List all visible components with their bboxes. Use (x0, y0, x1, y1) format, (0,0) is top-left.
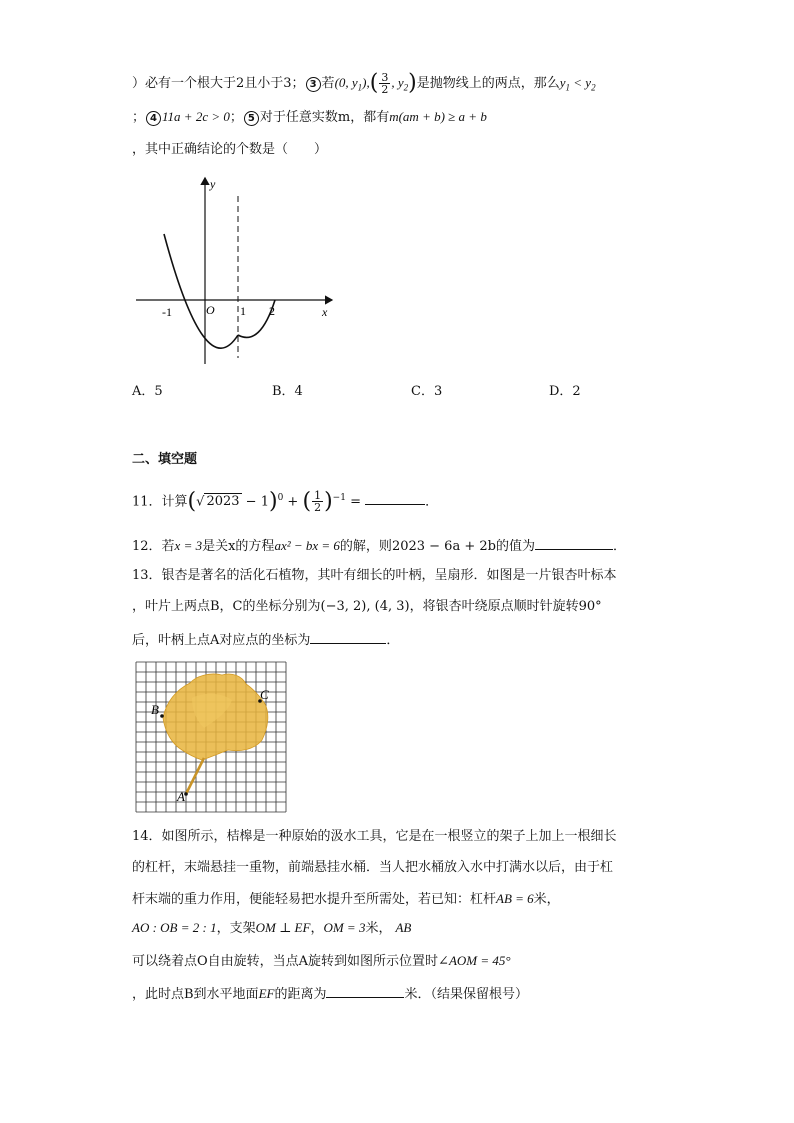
inequality-4: 11a + 2c > 0 (162, 109, 230, 124)
exponent-zero: 0 (277, 493, 284, 503)
q12-equation-x: x = 3 (174, 538, 203, 553)
point-b (160, 714, 164, 718)
q12-text: 的解，则 (339, 539, 392, 554)
q14-line1: 14．如图所示，桔槔是一种原始的汲水工具，它是在一根竖立的架子上加上一根细长 (132, 829, 617, 844)
option-c[interactable]: C．3 (411, 384, 443, 399)
circled-number-3: 3 (306, 77, 321, 92)
q14-perpendicular: OM ⊥ EF (255, 920, 311, 935)
y-comparison: $y_1 < y_2$ (559, 75, 596, 93)
q13-line1: 13．银杏是著名的活化石植物，其叶有细长的叶柄，呈扇形．如图是一片银杏叶标本 (132, 568, 617, 583)
ginkgo-stem (186, 758, 204, 794)
q13-line3 (132, 629, 399, 651)
q14-text: 米．（结果保留根号） (404, 987, 528, 1002)
q10-text: ； (132, 110, 146, 125)
q14-text: 的距离为 (274, 987, 327, 1002)
label-a: A (177, 789, 185, 804)
q14-om-length: OM = 3 (323, 920, 366, 935)
q10-text: ）必有一个根大于2且小于3； (132, 76, 305, 91)
q14-text: ，支架 (216, 921, 256, 936)
q11-line (132, 488, 438, 513)
q12-text: 的值为 (495, 539, 535, 554)
exponent-neg1: −1 (332, 493, 346, 503)
q10-line3: ，其中正确结论的个数是（ ） (132, 142, 328, 157)
q14-answer-blank[interactable] (326, 983, 404, 998)
q13-line2 (132, 597, 602, 617)
q11-text: + (283, 494, 303, 510)
q14-lever-length: AB = 6 (496, 891, 534, 906)
q13-text: ，将银杏叶绕原点顺时针旋转 (409, 599, 579, 614)
point-1: (0, $y_1$), (334, 75, 370, 93)
q12-text: 12．若 (132, 539, 175, 554)
paren-close: ) (324, 488, 333, 514)
origin-label: O (206, 303, 215, 317)
q13-text: ． (386, 633, 400, 648)
q14-text: 米， (365, 921, 392, 936)
q14-ab: AB (395, 920, 412, 935)
paren-close: ) (268, 488, 278, 514)
q14-text: 米， (533, 892, 560, 907)
q10-text: 若 (321, 76, 335, 91)
q11-answer-blank[interactable] (365, 490, 425, 505)
q12-text: 是关x的方程 (202, 539, 275, 554)
label-c: C (260, 687, 269, 702)
q14-line6 (132, 983, 528, 1005)
paren-close: ) (408, 70, 417, 96)
circled-number-5: 5 (244, 111, 259, 126)
tick-label-1: 1 (240, 304, 246, 318)
q12-line (132, 535, 626, 557)
q11-text: = (345, 494, 366, 510)
paren-open: ( (369, 70, 379, 96)
label-b: B (151, 702, 159, 717)
q10-text: 是抛物线上的两点，那么 (416, 76, 560, 91)
parabola-graph (130, 172, 340, 372)
ginkgo-grid-figure (132, 658, 290, 816)
q14-text: 可以绕着点O自由旋转，当点A旋转到如图所示位置时 (132, 954, 439, 969)
q12-expression: 2023 − 6a + 2b (391, 539, 496, 554)
fraction-3-2: $\frac{3}{2}$ (381, 71, 389, 96)
q11-text: ． (425, 494, 439, 510)
q12-text: ． (612, 539, 626, 554)
fraction-1-2: $\frac{1}{2}$ (314, 489, 322, 515)
q14-ef: EF (258, 986, 275, 1001)
paren-open: ( (302, 488, 312, 514)
parabola-curve (164, 234, 275, 348)
circled-number-4: 4 (146, 111, 161, 126)
q10-line1 (132, 72, 596, 98)
sqrt-expression: √ 2023 (196, 494, 240, 510)
q11-text: − 1 (241, 494, 269, 510)
option-a[interactable]: A．5 (132, 384, 163, 399)
paren-open: ( (187, 488, 197, 514)
q14-line4 (132, 918, 411, 939)
q13-text: ，叶片上两点B，C的坐标分别为 (132, 599, 321, 614)
q14-text: ，此时点B到水平地面 (132, 987, 259, 1002)
q14-ratio: AO : OB = 2 : 1 (132, 920, 217, 935)
x-axis-label: x (322, 305, 328, 319)
q10-line2 (132, 107, 487, 128)
option-b[interactable]: B．4 (272, 384, 303, 399)
option-d[interactable]: D．2 (549, 384, 581, 399)
tick-label-minus-1: -1 (162, 305, 172, 319)
q10-text: ； (229, 110, 243, 125)
q13-coordinates: (−3, 2), (4, 3) (320, 599, 410, 614)
q13-answer-blank[interactable] (310, 629, 386, 644)
q13-text: 后，叶柄上点A对应点的坐标为 (132, 633, 311, 648)
q14-line3 (132, 889, 560, 910)
q14-text: 杆末端的重力作用，便能轻易把水提升至所需处，若已知：杠杆 (132, 892, 497, 907)
section-heading: 二、填空题 (132, 452, 198, 467)
q14-text: ， (310, 921, 324, 936)
q14-line5 (132, 951, 511, 972)
q12-equation: ax² − bx = 6 (274, 538, 340, 553)
point-2-y: , $y_2$ (391, 75, 409, 93)
tick-label-2: 2 (269, 304, 275, 318)
q11-text: 11．计算 (132, 494, 188, 510)
y-axis-label: y (210, 177, 216, 191)
q14-line2: 的杠杆，末端悬挂一重物，前端悬挂水桶．当人把水桶放入水中打满水以后，由于杠 (132, 860, 614, 875)
q12-answer-blank[interactable] (535, 535, 613, 550)
q13-angle: 90° (578, 599, 602, 614)
q14-angle: ∠AOM = 45° (438, 953, 511, 968)
inequality-5: m(am + b) ≥ a + b (389, 109, 487, 124)
q10-text: 对于任意实数m，都有 (259, 110, 390, 125)
